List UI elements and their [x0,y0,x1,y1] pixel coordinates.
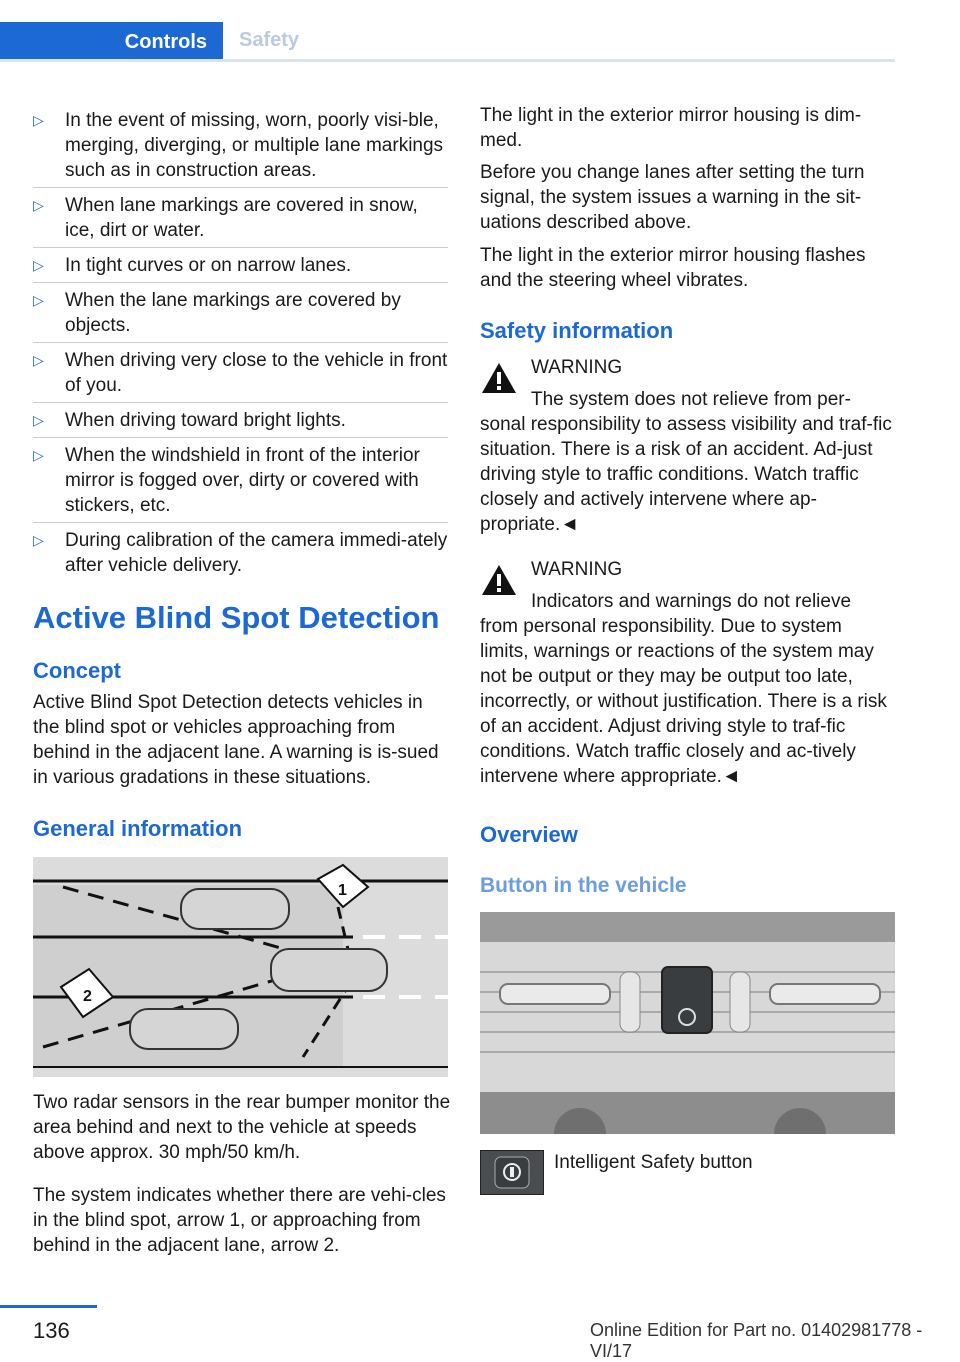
triangle-bullet-icon: ▷ [33,197,44,213]
paragraph-light-dimmed: The light in the exterior mirror housing is dim‐med. [480,105,862,151]
paragraph-before-change: Before you change lanes after setting the turn signal, the system issues a warning in the sit‐uations described above. [480,162,865,233]
list-item: ▷ When driving very close to the vehicle in front of you. [33,343,448,403]
warning-triangle-icon [480,563,518,597]
triangle-bullet-icon: ▷ [33,412,44,428]
list-item: ▷ During calibration of the camera immedi‐ately after vehicle delivery. [33,530,448,576]
arrow-1-label: 1 [338,882,347,899]
general-information-heading: General information [33,816,243,841]
intelligent-safety-button-icon [480,1150,544,1195]
triangle-bullet-icon: ▷ [33,532,44,548]
section-title: Active Blind Spot Detection [33,600,440,635]
concept-text: Active Blind Spot Detection detects vehicles in the blind spot or vehicles approaching from behind in the adjacent lane. A warning is is‐sued in various gradations in these situations. [33,692,439,788]
edition-info: Online Edition for Part no. 01402981778 - VI/17 [590,1320,923,1361]
header-divider [0,59,895,62]
dashboard-vent-photo [480,912,895,1134]
warning-2-first-line: Indicators and warnings do not relieve [531,591,852,612]
warning-1-text: sonal responsibility to assess visibility and traf‐fic situation. There is a risk of an accident. Ad‐just driving style to traffic conditions. Watch traffic closely and actively intervene where ap‐propriate.◄ [480,414,892,535]
list-item: ▷ In tight curves or on narrow lanes. [33,248,448,283]
warning-triangle-icon [480,361,518,395]
list-item: ▷ When lane markings are covered in snow, ice, dirt or water. [33,188,448,248]
overview-heading: Overview [480,822,578,847]
warning-block-1 [480,355,895,537]
footer-accent-line [0,1305,97,1308]
button-caption: Intelligent Safety button [554,1152,753,1173]
safety-information-heading: Safety information [480,318,674,343]
triangle-bullet-icon: ▷ [33,352,44,368]
triangle-bullet-icon: ▷ [33,292,44,308]
blind-spot-diagram [33,857,448,1077]
concept-heading: Concept [33,658,121,683]
left-column [33,103,448,582]
warning-block-2 [480,557,895,789]
list-item: ▷ In the event of missing, worn, poorly visi‐ble, merging, diverging, or multiple lane markings such as in construction areas. [33,103,448,188]
warning-1-label: WARNING [531,357,623,378]
warning-1-first-line: The system does not relieve from per‐ [531,389,851,410]
warning-2-label: WARNING [531,559,623,580]
paragraph-radar: Two radar sensors in the rear bumper monitor the area behind and next to the vehicle at speeds above approx. 30 mph/50 km/h. [33,1092,451,1163]
arrow-2-label: 2 [83,988,92,1005]
list-item: ▷ When the windshield in front of the interior mirror is fogged over, dirty or covered with stickers, etc. [33,438,448,523]
triangle-bullet-icon: ▷ [33,257,44,273]
tab-controls[interactable]: Controls [0,22,223,62]
paragraph-light-flashes: The light in the exterior mirror housing flashes and the steering wheel vibrates. [480,245,866,291]
triangle-bullet-icon: ▷ [33,112,44,128]
warning-2-text: from personal responsibility. Due to system limits, warnings or reactions of the system may not be output or they may be output too late, incorrectly, or without justification. There is a risk of an accident. Adjust driving style to traf‐fic conditions. Watch traffic closely and ac‐tively intervene where appropriate.◄ [480,616,887,787]
list-item: ▷ When the lane markings are covered by objects. [33,283,448,343]
header-tabs [0,22,895,62]
paragraph-indication: The system indicates whether there are vehi‐cles in the blind spot, arrow 1, or approaching from behind in the adjacent lane, arrow 2. [33,1185,446,1256]
tab-safety[interactable]: Safety [239,29,300,51]
page-number: 136 [33,1318,70,1343]
list-item: ▷ When driving toward bright lights. [33,403,448,438]
button-in-vehicle-heading: Button in the vehicle [480,874,687,897]
triangle-bullet-icon: ▷ [33,447,44,463]
